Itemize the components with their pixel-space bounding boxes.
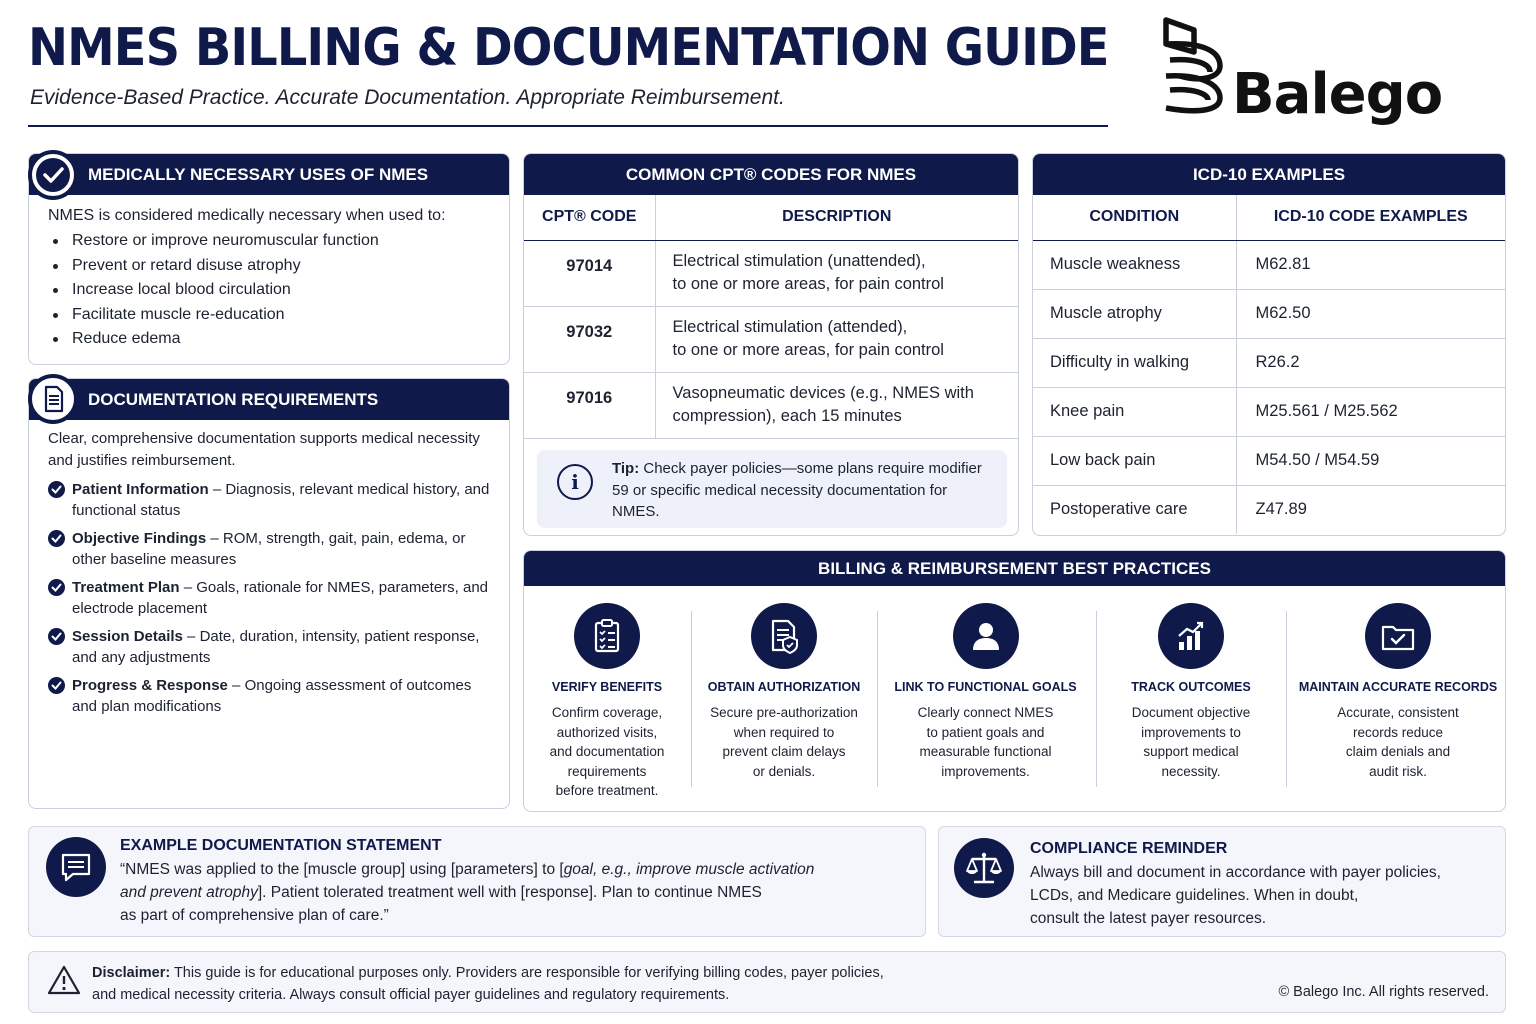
person-icon (953, 603, 1019, 669)
table-row (1033, 436, 1505, 485)
documentation-heading: DOCUMENTATION REQUIREMENTS (29, 379, 509, 420)
divider (691, 611, 692, 787)
icd10-table (1033, 195, 1505, 534)
speech-bubble-icon (46, 837, 106, 897)
icd10-code: M62.81 (1236, 240, 1505, 289)
table-row (1033, 289, 1505, 338)
compliance-reminder-box (938, 826, 1506, 937)
requirement-label: Objective Findings (72, 530, 207, 547)
clipboard-checklist-icon (574, 603, 640, 669)
icd10-heading: ICD-10 EXAMPLES (1033, 154, 1505, 195)
table-row (1033, 338, 1505, 387)
checkmark-icon (28, 150, 78, 200)
table-row (1033, 485, 1505, 534)
requirement-text: – Goals, rationale for NMES, parameters, and electrode placement (72, 579, 489, 617)
icd10-code: M54.50 / M54.59 (1236, 436, 1505, 485)
logo-wordmark: Balego (1232, 62, 1443, 127)
folder-check-icon (1365, 603, 1431, 669)
disclaimer-text: Disclaimer: This guide is for educational purposes only. Providers are responsible for verifying billing codes, payer policies, and medical necessity criteria. Always consult official payer guidelines and regulatory requirements. (92, 965, 884, 1003)
practice-track-outcomes (1108, 603, 1274, 781)
icd10-card (1032, 153, 1506, 536)
requirement-label: Patient Information (72, 481, 209, 498)
cpt-code-header: CPT® CODE (524, 195, 655, 240)
info-icon: i (557, 464, 593, 500)
table-row (524, 372, 1018, 438)
divider (1286, 611, 1287, 787)
cpt-description-header: DESCRIPTION (655, 195, 1018, 240)
condition-header: CONDITION (1033, 195, 1236, 240)
condition: Difficulty in walking (1033, 338, 1236, 387)
medical-uses-card (28, 153, 510, 365)
condition: Muscle atrophy (1033, 289, 1236, 338)
page-title: NMES BILLING & DOCUMENTATION GUIDE (28, 18, 1109, 78)
cpt-codes-card (523, 153, 1019, 536)
requirement-text: – Date, duration, intensity, patient response, and any adjustments (72, 628, 480, 666)
example-statement-text: “NMES was applied to the [muscle group] using [parameters] to [goal, e.g., improve muscle activation and prevent atrophy]. Patient tolerated treatment well with [response]. Plan to continue NMES as part of comprehensive plan of care.” (120, 861, 815, 924)
cpt-codes-heading: COMMON CPT® CODES FOR NMES (524, 154, 1018, 195)
requirement-item (29, 577, 509, 619)
practice-description: Clearly connect NMES to patient goals and measurable functional improvements. (917, 705, 1054, 779)
cpt-code: 97016 (524, 372, 655, 438)
warning-icon (47, 964, 81, 996)
checkmark-icon (48, 481, 65, 498)
practice-description: Confirm coverage, authorized visits, and documentation requirements before treatment. (549, 705, 665, 798)
payer-tip (537, 450, 1007, 528)
practice-description: Accurate, consistent records reduce claim denials and audit risk. (1337, 705, 1459, 779)
practice-obtain-authorization (700, 603, 868, 781)
requirement-item (29, 675, 509, 717)
requirement-label: Session Details (72, 628, 183, 645)
table-row (524, 306, 1018, 372)
practice-title: OBTAIN AUTHORIZATION (707, 680, 861, 694)
requirement-label: Progress & Response (72, 677, 228, 694)
documentation-intro: Clear, comprehensive documentation supports medical necessity and justifies reimbursement. (48, 430, 480, 469)
tip-text: Tip: Check payer policies—some plans require modifier 59 or specific medical necessity documentation for NMES. (612, 460, 982, 520)
table-row (524, 240, 1018, 306)
disclaimer-box (28, 951, 1506, 1013)
requirement-item (29, 479, 509, 521)
page-subtitle: Evidence-Based Practice. Accurate Documentation. Appropriate Reimbursement. (30, 86, 785, 109)
medical-uses-heading: MEDICALLY NECESSARY USES OF NMES (29, 154, 509, 195)
icd10-code: Z47.89 (1255, 500, 1307, 519)
requirement-item (29, 626, 509, 668)
condition: Muscle weakness (1033, 240, 1236, 289)
condition: Knee pain (1033, 387, 1236, 436)
example-statement-heading: EXAMPLE DOCUMENTATION STATEMENT (120, 837, 442, 854)
practice-description: Document objective improvements to support medical necessity. (1131, 705, 1251, 779)
cpt-description: Electrical stimulation (attended), to one or more areas, for pain control (655, 306, 1018, 372)
requirement-text: – Diagnosis, relevant medical history, and functional status (72, 481, 490, 519)
growth-chart-icon (1158, 603, 1224, 669)
practice-title: LINK TO FUNCTIONAL GOALS (894, 680, 1077, 694)
medical-uses-list (29, 225, 509, 352)
practice-verify-benefits (532, 603, 682, 801)
document-shield-icon (751, 603, 817, 669)
cpt-code: 97032 (524, 306, 655, 372)
scales-icon (954, 838, 1014, 898)
checkmark-icon (48, 530, 65, 547)
practice-title: MAINTAIN ACCURATE RECORDS (1298, 680, 1498, 694)
list-item: Facilitate muscle re-education (50, 303, 509, 328)
cpt-description: Electrical stimulation (unattended), to one or more areas, for pain control (655, 240, 1018, 306)
list-item: Restore or improve neuromuscular function (50, 229, 509, 254)
requirement-item (29, 528, 509, 570)
compliance-heading: COMPLIANCE REMINDER (1030, 840, 1228, 857)
requirement-text: – Ongoing assessment of outcomes and plan modifications (72, 677, 472, 715)
condition: Postoperative care (1033, 485, 1236, 534)
icd10-code: M62.50 (1236, 289, 1505, 338)
header-divider (28, 125, 1108, 127)
example-statement-box (28, 826, 926, 937)
best-practices-heading: BILLING & REIMBURSEMENT BEST PRACTICES (524, 551, 1505, 586)
table-row (1033, 240, 1505, 289)
practice-link-functional-goals (888, 603, 1083, 781)
icd10-code-header: ICD-10 CODE EXAMPLES (1236, 195, 1505, 240)
table-row (1033, 387, 1505, 436)
cpt-code: 97014 (524, 240, 655, 306)
documentation-card (28, 378, 510, 809)
practice-title: TRACK OUTCOMES (1131, 680, 1251, 694)
practice-maintain-records (1296, 603, 1500, 781)
checkmark-icon (48, 677, 65, 694)
condition: Low back pain (1033, 436, 1236, 485)
list-item: Reduce edema (50, 327, 509, 352)
list-item: Increase local blood circulation (50, 278, 509, 303)
medical-uses-intro: NMES is considered medically necessary when used to: (48, 207, 446, 224)
divider (1096, 611, 1097, 787)
list-item: Prevent or retard disuse atrophy (50, 254, 509, 279)
practice-title: VERIFY BENEFITS (551, 680, 663, 694)
compliance-text: Always bill and document in accordance with payer policies, LCDs, and Medicare guidelines. When in doubt, consult the latest payer resources. (1030, 864, 1441, 927)
best-practices-card (523, 550, 1506, 812)
divider (877, 611, 878, 787)
cpt-table (524, 195, 1018, 439)
requirement-label: Treatment Plan (72, 579, 180, 596)
checkmark-icon (48, 579, 65, 596)
icd10-code: M25.561 / M25.562 (1236, 387, 1505, 436)
practice-description: Secure pre-authorization when required to prevent claim delays or denials. (710, 705, 858, 779)
checkmark-icon (48, 628, 65, 645)
copyright-text: © Balego Inc. All rights reserved. (1278, 984, 1489, 1000)
cpt-description: Vasopneumatic devices (e.g., NMES with compression), each 15 minutes (655, 372, 1018, 438)
requirement-text: – ROM, strength, gait, pain, edema, or other baseline measures (72, 530, 466, 568)
icd10-code: R26.2 (1236, 338, 1505, 387)
document-icon (28, 374, 78, 424)
